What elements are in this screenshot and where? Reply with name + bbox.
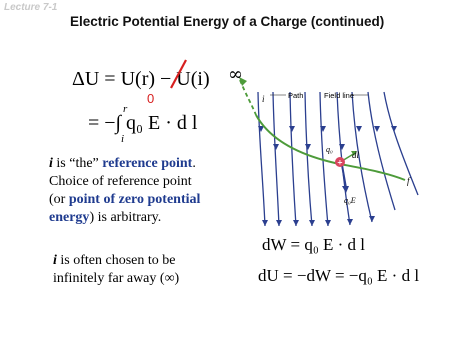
field-arrow-mark [347,219,353,225]
field-line [273,92,279,226]
field-line [258,92,265,226]
reference-point-phrase: reference point [102,156,193,171]
upper-limit: r [123,103,128,115]
field-arrow-mark [356,126,362,132]
delta-u-equation: ΔU = U(r) − U(i) [72,68,210,90]
q0-label: q₀ [326,145,333,154]
path-label: Path [288,91,304,100]
field-arrow-mark [391,126,397,132]
integral-equation: = −∫ q₀ E · d l [88,112,198,134]
du-equation: dU = −dW = −q₀ E · d l [258,266,420,285]
infinity-paragraph: i is often chosen to be infinitely far away (∞) [53,253,180,286]
field-arrow-mark [273,144,279,150]
page-title: Electric Potential Energy of a Charge (continued) [70,14,385,29]
energy-word: energy [49,210,90,225]
field-line-label: Field line [324,91,355,100]
charge-plus: + [337,158,343,167]
field-line [368,92,395,210]
field-arrow-mark [305,144,311,150]
field-arrow-mark [325,220,331,226]
field-arrow-mark [309,220,315,226]
reference-paragraph: i is “the” reference point. Choice of reference point (or point of zero potential energy) is arbitrary. [49,156,201,225]
lower-limit: i [121,133,125,145]
field-arrow-mark [276,220,282,226]
reference-i: i [49,156,53,171]
q0E-arrowhead [342,186,349,193]
dw-equation: dW = q₀ E · d l [262,235,366,254]
lecture-tag: Lecture 7-1 [4,2,58,13]
field-arrow-mark [374,126,380,132]
f-label: f [407,176,410,186]
zero-potential-phrase: point of zero potential [68,192,201,207]
zero-label: 0 [147,91,155,106]
field-arrow-mark [293,220,299,226]
field-arrow-mark [369,216,375,222]
q0E-label: q₀E [344,196,356,205]
field-arrow-mark [289,126,295,132]
field-line [305,92,312,226]
dl-label: dl [352,150,360,160]
infinity-line2: infinitely far away (∞) [53,271,180,286]
i-label: i [262,94,265,104]
field-arrow-mark [262,220,268,226]
reference-line2: Choice of reference point [49,174,192,189]
infinity-i: i [53,253,57,268]
infinity-symbol: ∞ [228,64,243,85]
field-line [290,92,296,226]
